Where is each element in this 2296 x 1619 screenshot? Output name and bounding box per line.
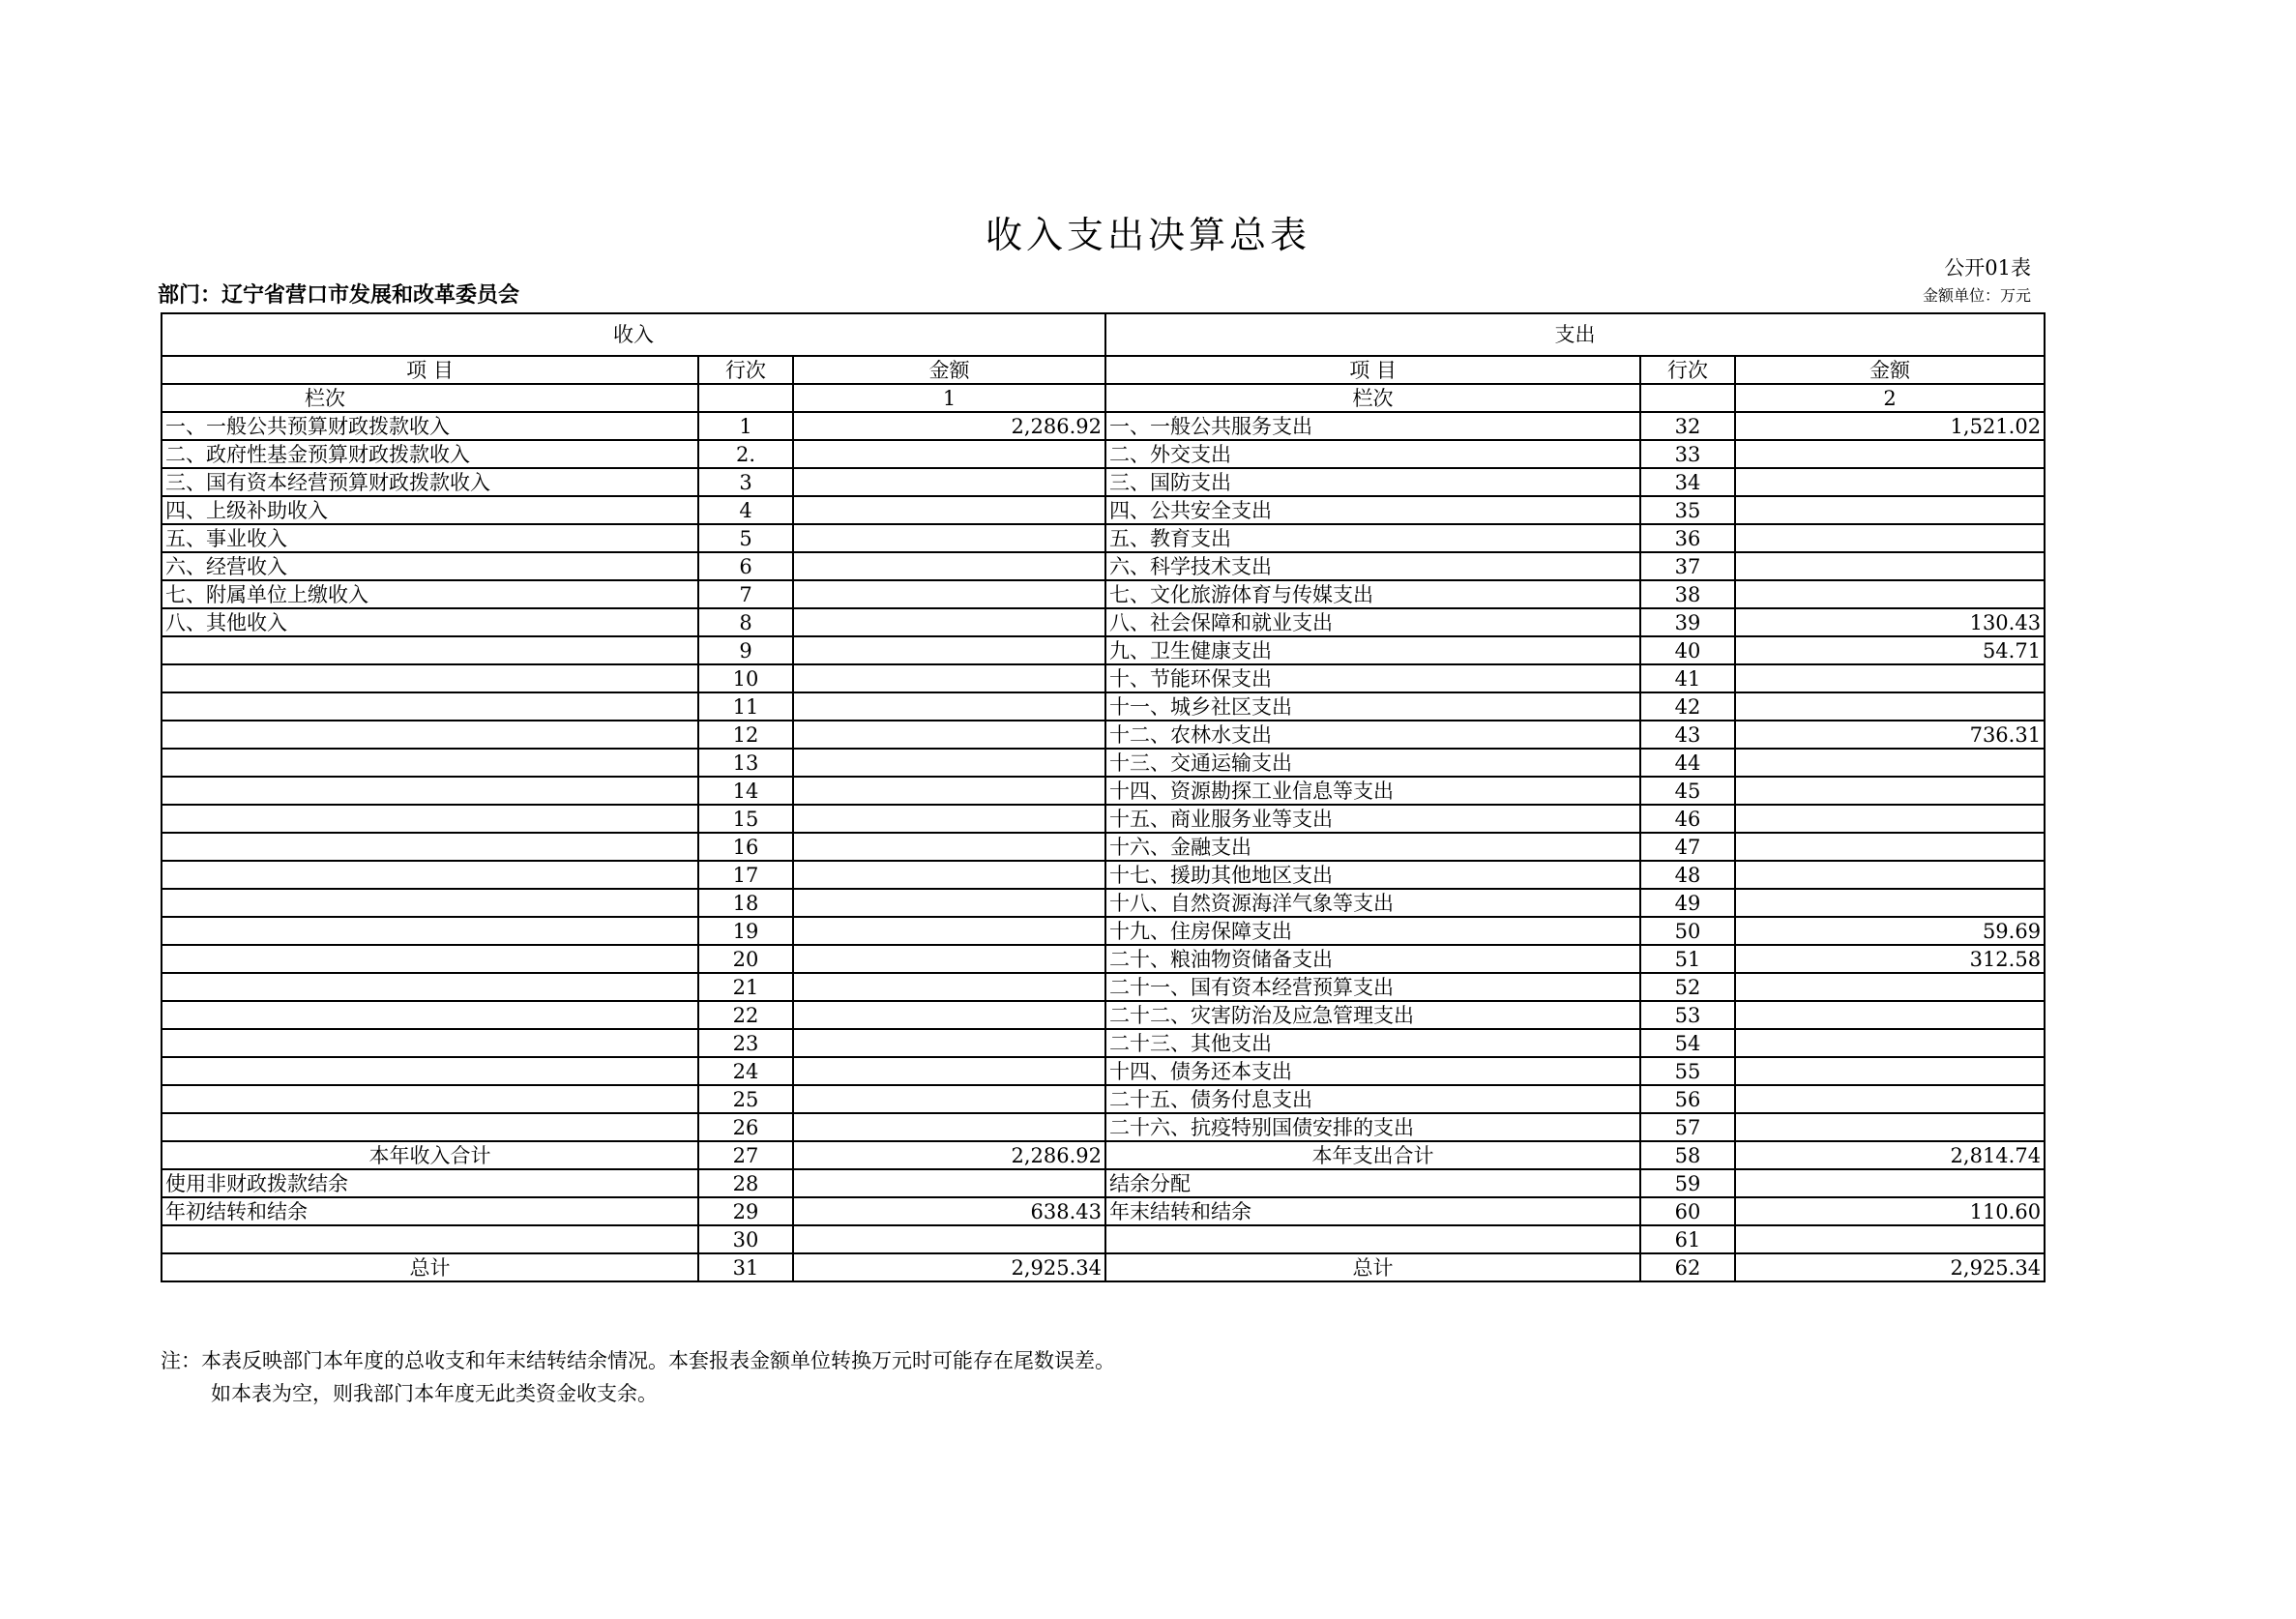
income-line-cell: 18 bbox=[698, 889, 793, 917]
table-row bbox=[162, 440, 2045, 468]
income-amount-cell bbox=[793, 664, 1105, 692]
income-item-cell: 八、其他收入 bbox=[162, 608, 698, 636]
income-amount-cell bbox=[793, 1001, 1105, 1029]
income-item-cell bbox=[162, 889, 698, 917]
income-column-blank bbox=[698, 384, 793, 412]
table-row bbox=[162, 833, 2045, 861]
table-row bbox=[162, 664, 2045, 692]
income-line-cell: 29 bbox=[698, 1197, 793, 1225]
expense-item-cell: 十二、农林水支出 bbox=[1105, 721, 1640, 749]
column-header-row bbox=[162, 356, 2045, 384]
income-amount-cell bbox=[793, 917, 1105, 945]
expense-line-cell: 59 bbox=[1640, 1169, 1735, 1197]
expense-line-cell: 38 bbox=[1640, 580, 1735, 608]
income-line-cell: 3 bbox=[698, 468, 793, 496]
expense-item-cell: 十八、自然资源海洋气象等支出 bbox=[1105, 889, 1640, 917]
income-amount-cell bbox=[793, 861, 1105, 889]
income-line-cell: 25 bbox=[698, 1085, 793, 1113]
income-amount-cell bbox=[793, 580, 1105, 608]
income-line-cell: 20 bbox=[698, 945, 793, 973]
expense-amount-cell: 54.71 bbox=[1735, 636, 2045, 664]
income-item-cell bbox=[162, 805, 698, 833]
expense-item-cell: 二十五、债务付息支出 bbox=[1105, 1085, 1640, 1113]
income-line-cell: 9 bbox=[698, 636, 793, 664]
income-line-cell: 13 bbox=[698, 749, 793, 777]
income-line-cell: 30 bbox=[698, 1225, 793, 1253]
income-amount-cell bbox=[793, 1225, 1105, 1253]
expense-column-label: 栏次 bbox=[1105, 384, 1640, 412]
expense-line-cell: 40 bbox=[1640, 636, 1735, 664]
expense-amount-cell bbox=[1735, 777, 2045, 805]
expense-line-cell: 61 bbox=[1640, 1225, 1735, 1253]
income-line-cell: 17 bbox=[698, 861, 793, 889]
expense-amount-cell: 736.31 bbox=[1735, 721, 2045, 749]
expense-amount-cell bbox=[1735, 861, 2045, 889]
income-line-cell: 19 bbox=[698, 917, 793, 945]
expense-item-cell: 二十三、其他支出 bbox=[1105, 1029, 1640, 1057]
column-number-row bbox=[162, 384, 2045, 412]
income-line-cell: 10 bbox=[698, 664, 793, 692]
income-item-cell bbox=[162, 1029, 698, 1057]
table-row bbox=[162, 1141, 2045, 1169]
income-item-cell bbox=[162, 664, 698, 692]
income-line-cell: 1 bbox=[698, 412, 793, 440]
income-amount-cell bbox=[793, 721, 1105, 749]
income-amount-cell bbox=[793, 889, 1105, 917]
footnote-1: 注：本表反映部门本年度的总收支和年末结转结余情况。本套报表金额单位转换万元时可能存在尾数误差。 bbox=[161, 1349, 1115, 1372]
expense-item-cell: 七、文化旅游体育与传媒支出 bbox=[1105, 580, 1640, 608]
income-item-cell bbox=[162, 917, 698, 945]
income-item-cell: 本年收入合计 bbox=[162, 1141, 698, 1169]
expense-item-cell: 二十二、灾害防治及应急管理支出 bbox=[1105, 1001, 1640, 1029]
expense-amount-cell bbox=[1735, 833, 2045, 861]
income-amount-cell bbox=[793, 973, 1105, 1001]
income-amount-cell bbox=[793, 608, 1105, 636]
expense-amount-header: 金额 bbox=[1735, 356, 2045, 384]
expense-line-cell: 62 bbox=[1640, 1253, 1735, 1281]
expense-amount-cell bbox=[1735, 524, 2045, 552]
income-item-cell: 一、一般公共预算财政拨款收入 bbox=[162, 412, 698, 440]
expense-line-cell: 54 bbox=[1640, 1029, 1735, 1057]
expense-item-cell: 十九、住房保障支出 bbox=[1105, 917, 1640, 945]
income-item-cell bbox=[162, 1001, 698, 1029]
expense-item-cell: 十三、交通运输支出 bbox=[1105, 749, 1640, 777]
income-section-header: 收入 bbox=[162, 313, 1105, 356]
table-row bbox=[162, 580, 2045, 608]
expense-item-cell: 总计 bbox=[1105, 1253, 1640, 1281]
income-item-cell: 三、国有资本经营预算财政拨款收入 bbox=[162, 468, 698, 496]
income-amount-cell bbox=[793, 1029, 1105, 1057]
expense-amount-cell bbox=[1735, 692, 2045, 721]
income-amount-cell bbox=[793, 468, 1105, 496]
expense-item-header: 项 目 bbox=[1105, 356, 1640, 384]
expense-amount-cell: 59.69 bbox=[1735, 917, 2045, 945]
income-line-cell: 24 bbox=[698, 1057, 793, 1085]
expense-amount-cell bbox=[1735, 1169, 2045, 1197]
expense-line-cell: 51 bbox=[1640, 945, 1735, 973]
income-item-cell bbox=[162, 1085, 698, 1113]
income-line-cell: 14 bbox=[698, 777, 793, 805]
expense-item-cell: 结余分配 bbox=[1105, 1169, 1640, 1197]
income-item-cell: 年初结转和结余 bbox=[162, 1197, 698, 1225]
expense-item-cell: 八、社会保障和就业支出 bbox=[1105, 608, 1640, 636]
expense-item-cell: 十四、资源勘探工业信息等支出 bbox=[1105, 777, 1640, 805]
income-amount-header: 金额 bbox=[793, 356, 1105, 384]
table-row bbox=[162, 749, 2045, 777]
expense-line-cell: 36 bbox=[1640, 524, 1735, 552]
expense-amount-cell bbox=[1735, 468, 2045, 496]
income-item-cell: 总计 bbox=[162, 1253, 698, 1281]
expense-amount-cell bbox=[1735, 973, 2045, 1001]
expense-line-cell: 47 bbox=[1640, 833, 1735, 861]
expense-line-cell: 41 bbox=[1640, 664, 1735, 692]
department-label: 部门：辽宁省营口市发展和改革委员会 bbox=[158, 283, 520, 308]
expense-amount-cell bbox=[1735, 1113, 2045, 1141]
expense-line-cell: 37 bbox=[1640, 552, 1735, 580]
table-row bbox=[162, 861, 2045, 889]
table-row bbox=[162, 1113, 2045, 1141]
expense-amount-cell: 2,925.34 bbox=[1735, 1253, 2045, 1281]
income-column-number: 1 bbox=[793, 384, 1105, 412]
expense-item-cell: 五、教育支出 bbox=[1105, 524, 1640, 552]
income-amount-cell bbox=[793, 749, 1105, 777]
income-line-cell: 12 bbox=[698, 721, 793, 749]
expense-item-cell: 本年支出合计 bbox=[1105, 1141, 1640, 1169]
expense-item-cell: 六、科学技术支出 bbox=[1105, 552, 1640, 580]
page-title: 收入支出决算总表 bbox=[985, 214, 1310, 256]
income-amount-cell bbox=[793, 805, 1105, 833]
income-amount-cell bbox=[793, 945, 1105, 973]
expense-item-cell: 二十六、抗疫特别国债安排的支出 bbox=[1105, 1113, 1640, 1141]
form-number: 公开01表 bbox=[1944, 256, 2031, 280]
income-expense-table bbox=[161, 312, 2046, 1282]
expense-amount-cell bbox=[1735, 1225, 2045, 1253]
income-amount-cell bbox=[793, 1085, 1105, 1113]
table-row bbox=[162, 1029, 2045, 1057]
expense-line-header: 行次 bbox=[1640, 356, 1735, 384]
income-amount-cell bbox=[793, 1113, 1105, 1141]
expense-line-cell: 57 bbox=[1640, 1113, 1735, 1141]
income-amount-cell: 2,286.92 bbox=[793, 1141, 1105, 1169]
expense-line-cell: 58 bbox=[1640, 1141, 1735, 1169]
expense-section-header: 支出 bbox=[1105, 313, 2045, 356]
expense-amount-cell bbox=[1735, 580, 2045, 608]
income-amount-cell bbox=[793, 440, 1105, 468]
income-item-cell: 五、事业收入 bbox=[162, 524, 698, 552]
income-item-cell bbox=[162, 861, 698, 889]
income-item-header: 项 目 bbox=[162, 356, 698, 384]
expense-amount-cell bbox=[1735, 1085, 2045, 1113]
expense-amount-cell bbox=[1735, 749, 2045, 777]
expense-line-cell: 52 bbox=[1640, 973, 1735, 1001]
income-line-cell: 26 bbox=[698, 1113, 793, 1141]
expense-line-cell: 45 bbox=[1640, 777, 1735, 805]
income-line-cell: 11 bbox=[698, 692, 793, 721]
table-row bbox=[162, 608, 2045, 636]
income-item-cell bbox=[162, 1057, 698, 1085]
table-row bbox=[162, 468, 2045, 496]
table-row bbox=[162, 692, 2045, 721]
table-row bbox=[162, 412, 2045, 440]
expense-line-cell: 32 bbox=[1640, 412, 1735, 440]
income-item-cell bbox=[162, 636, 698, 664]
expense-line-cell: 44 bbox=[1640, 749, 1735, 777]
expense-item-cell: 十七、援助其他地区支出 bbox=[1105, 861, 1640, 889]
expense-amount-cell bbox=[1735, 496, 2045, 524]
expense-amount-cell: 130.43 bbox=[1735, 608, 2045, 636]
income-amount-cell bbox=[793, 692, 1105, 721]
expense-item-cell: 二十、粮油物资储备支出 bbox=[1105, 945, 1640, 973]
expense-amount-cell: 312.58 bbox=[1735, 945, 2045, 973]
expense-item-cell: 二、外交支出 bbox=[1105, 440, 1640, 468]
expense-column-number: 2 bbox=[1735, 384, 2045, 412]
expense-line-cell: 39 bbox=[1640, 608, 1735, 636]
income-item-cell bbox=[162, 721, 698, 749]
expense-item-cell: 十五、商业服务业等支出 bbox=[1105, 805, 1640, 833]
table-row bbox=[162, 721, 2045, 749]
expense-item-cell: 三、国防支出 bbox=[1105, 468, 1640, 496]
table-row bbox=[162, 1225, 2045, 1253]
income-line-cell: 5 bbox=[698, 524, 793, 552]
expense-line-cell: 43 bbox=[1640, 721, 1735, 749]
table-row bbox=[162, 1253, 2045, 1281]
expense-item-cell: 四、公共安全支出 bbox=[1105, 496, 1640, 524]
expense-line-cell: 33 bbox=[1640, 440, 1735, 468]
income-item-cell bbox=[162, 973, 698, 1001]
income-line-cell: 2. bbox=[698, 440, 793, 468]
income-line-cell: 6 bbox=[698, 552, 793, 580]
table-row bbox=[162, 889, 2045, 917]
expense-line-cell: 34 bbox=[1640, 468, 1735, 496]
income-amount-cell bbox=[793, 552, 1105, 580]
income-item-cell bbox=[162, 1225, 698, 1253]
expense-amount-cell bbox=[1735, 805, 2045, 833]
expense-line-cell: 56 bbox=[1640, 1085, 1735, 1113]
income-item-cell: 四、上级补助收入 bbox=[162, 496, 698, 524]
income-item-cell bbox=[162, 692, 698, 721]
income-line-cell: 22 bbox=[698, 1001, 793, 1029]
expense-line-cell: 50 bbox=[1640, 917, 1735, 945]
expense-line-cell: 35 bbox=[1640, 496, 1735, 524]
income-amount-cell: 638.43 bbox=[793, 1197, 1105, 1225]
expense-amount-cell bbox=[1735, 1001, 2045, 1029]
expense-amount-cell bbox=[1735, 552, 2045, 580]
table-row bbox=[162, 1169, 2045, 1197]
table-row bbox=[162, 805, 2045, 833]
table-row bbox=[162, 945, 2045, 973]
income-line-cell: 31 bbox=[698, 1253, 793, 1281]
income-item-cell: 二、政府性基金预算财政拨款收入 bbox=[162, 440, 698, 468]
expense-line-cell: 49 bbox=[1640, 889, 1735, 917]
expense-line-cell: 46 bbox=[1640, 805, 1735, 833]
income-item-cell: 七、附属单位上缴收入 bbox=[162, 580, 698, 608]
expense-amount-cell bbox=[1735, 1029, 2045, 1057]
expense-item-cell: 十一、城乡社区支出 bbox=[1105, 692, 1640, 721]
expense-line-cell: 42 bbox=[1640, 692, 1735, 721]
expense-line-cell: 53 bbox=[1640, 1001, 1735, 1029]
income-line-cell: 4 bbox=[698, 496, 793, 524]
income-line-cell: 23 bbox=[698, 1029, 793, 1057]
expense-line-cell: 55 bbox=[1640, 1057, 1735, 1085]
expense-amount-cell: 1,521.02 bbox=[1735, 412, 2045, 440]
expense-amount-cell: 110.60 bbox=[1735, 1197, 2045, 1225]
expense-item-cell: 年末结转和结余 bbox=[1105, 1197, 1640, 1225]
table-row bbox=[162, 552, 2045, 580]
income-amount-cell bbox=[793, 1057, 1105, 1085]
expense-item-cell: 十六、金融支出 bbox=[1105, 833, 1640, 861]
income-amount-cell bbox=[793, 777, 1105, 805]
table-row bbox=[162, 1001, 2045, 1029]
expense-item-cell: 十四、债务还本支出 bbox=[1105, 1057, 1640, 1085]
expense-amount-cell bbox=[1735, 664, 2045, 692]
income-item-cell: 六、经营收入 bbox=[162, 552, 698, 580]
income-line-cell: 16 bbox=[698, 833, 793, 861]
income-item-cell: 使用非财政拨款结余 bbox=[162, 1169, 698, 1197]
income-amount-cell bbox=[793, 524, 1105, 552]
expense-item-cell: 二十一、国有资本经营预算支出 bbox=[1105, 973, 1640, 1001]
income-item-cell bbox=[162, 945, 698, 973]
table-row bbox=[162, 496, 2045, 524]
expense-item-cell: 九、卫生健康支出 bbox=[1105, 636, 1640, 664]
income-amount-cell: 2,925.34 bbox=[793, 1253, 1105, 1281]
expense-item-cell: 十、节能环保支出 bbox=[1105, 664, 1640, 692]
expense-amount-cell bbox=[1735, 1057, 2045, 1085]
expense-item-cell: 一、一般公共服务支出 bbox=[1105, 412, 1640, 440]
income-line-header: 行次 bbox=[698, 356, 793, 384]
income-amount-cell: 2,286.92 bbox=[793, 412, 1105, 440]
expense-line-cell: 48 bbox=[1640, 861, 1735, 889]
income-line-cell: 15 bbox=[698, 805, 793, 833]
income-line-cell: 27 bbox=[698, 1141, 793, 1169]
income-line-cell: 7 bbox=[698, 580, 793, 608]
table-row bbox=[162, 524, 2045, 552]
expense-line-cell: 60 bbox=[1640, 1197, 1735, 1225]
income-amount-cell bbox=[793, 1169, 1105, 1197]
income-amount-cell bbox=[793, 496, 1105, 524]
expense-item-cell bbox=[1105, 1225, 1640, 1253]
income-line-cell: 28 bbox=[698, 1169, 793, 1197]
income-item-cell bbox=[162, 1113, 698, 1141]
expense-amount-cell bbox=[1735, 889, 2045, 917]
amount-unit: 金额单位：万元 bbox=[1922, 286, 2031, 305]
section-header-row bbox=[162, 313, 2045, 356]
table-row bbox=[162, 1085, 2045, 1113]
table-row bbox=[162, 973, 2045, 1001]
table-row bbox=[162, 777, 2045, 805]
income-line-cell: 8 bbox=[698, 608, 793, 636]
income-amount-cell bbox=[793, 833, 1105, 861]
table-row bbox=[162, 636, 2045, 664]
expense-column-blank bbox=[1640, 384, 1735, 412]
income-item-cell bbox=[162, 833, 698, 861]
income-amount-cell bbox=[793, 636, 1105, 664]
income-item-cell bbox=[162, 777, 698, 805]
table-row bbox=[162, 1197, 2045, 1225]
income-item-cell bbox=[162, 749, 698, 777]
income-line-cell: 21 bbox=[698, 973, 793, 1001]
expense-amount-cell bbox=[1735, 440, 2045, 468]
expense-amount-cell: 2,814.74 bbox=[1735, 1141, 2045, 1169]
footnote-2: 如本表为空，则我部门本年度无此类资金收支余。 bbox=[211, 1382, 658, 1405]
footnotes bbox=[161, 1344, 1115, 1410]
income-column-label: 栏次 bbox=[162, 384, 698, 412]
table-row bbox=[162, 1057, 2045, 1085]
table-row bbox=[162, 917, 2045, 945]
